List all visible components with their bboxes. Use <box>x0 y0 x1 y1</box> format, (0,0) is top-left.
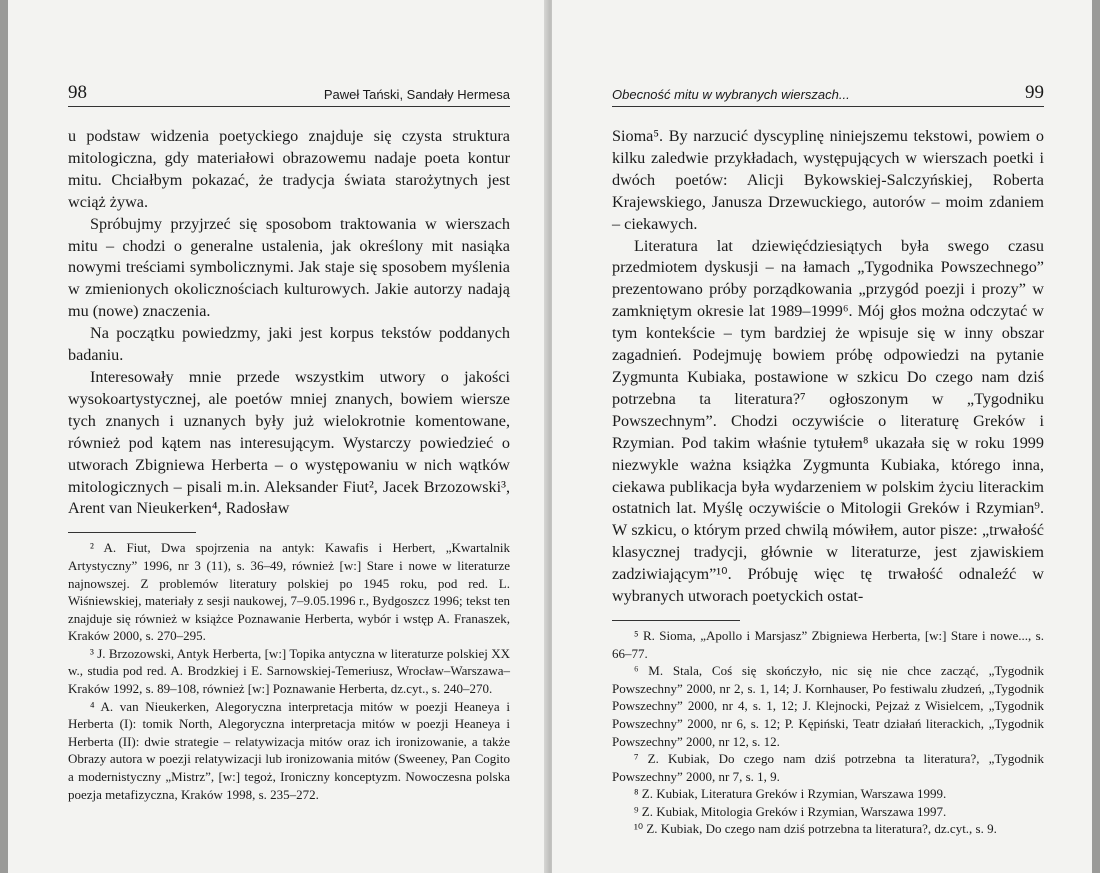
footnote: ² A. Fiut, Dwa spojrzenia na antyk: Kawafis i Herbert, „Kwartalnik Artystyczny” 1996, nr 3 (11), s. 36–49, również [w:] Stare i nowe w literaturze najnowszej. Z problemów literatury polskiej po 1945 roku, pod red. L. Wiśniewskiej, materiały z sesji naukowej, 7–9.05.1996 r., Bydgoszcz 1996; tekst ten znajduje się również w książce Poznawanie Herberta, wybór i wstęp A. Franaszek, Kraków 2000, s. 270–295. <box>68 540 510 644</box>
running-head-title: Obecność mitu w wybranych wierszach... <box>612 87 850 102</box>
left-running-head <box>68 82 510 107</box>
footnote: ⁵ R. Sioma, „Apollo i Marsjasz” Zbigniewa Herberta, [w:] Stare i nowe..., s. 66–77. <box>612 627 1044 661</box>
paragraph: Sioma⁵. By narzucić dyscyplinę niniejszemu tekstowi, powiem o kilku zaledwie przykładach, występujących w wierszach poetki i dwóch poetów: Alicji Bykowskiej-Salczyńskiej, Roberta Krajewskiego, Janusza Drzewuckiego, autorów – moim zdaniem – ciekawych. <box>612 127 1044 233</box>
left-page <box>8 0 548 873</box>
footnote: ⁶ M. Stala, Coś się skończyło, nic się nie chce zacząć, „Tygodnik Powszechny” 2000, nr 2, s. 1, 14; J. Kornhauser, Po festiwalu złudzeń, „Tygodnik Powszechny” 2000, nr 4, s. 1, 12; J. Klejnocki, Pejzaż z Wisielcem, „Tygodnik Powszechny” 2000, nr 6, s. 12; P. Kępiński, Teatr działań literackich, „Tygodnik Powszechny” 2000, nr 12, s. 12. <box>612 663 1044 749</box>
footnote: ⁸ Z. Kubiak, Literatura Greków i Rzymian, Warszawa 1999. <box>634 786 947 802</box>
paragraph: Spróbujmy przyjrzeć się sposobom traktowania w wierszach mitu – chodzi o generalne ustalenia, jak określony mit nasiąka nowymi treściami symbolicznymi. Jak staje się sposobem myślenia w zmienionych okolicznościach kulturowych. Jakie autorzy nadają mu (nowe) znaczenia. <box>68 214 510 321</box>
left-body-text <box>68 126 510 803</box>
paragraph: Interesowały mnie przede wszystkim utwory o jakości wysokoartystycznej, ale poetów mniej znanych, bowiem wiersze tych znanych i uznanych były już wielokrotnie komentowane, również pod kątem nas interesującym. Wystarczy powiedzieć o utworach Zbigniewa Herberta – o występowaniu w nich wątków mitologicznych – pisali m.in. Aleksander Fiut², Jacek Brzozowski³, Arent van Nieukerken⁴, Radosław <box>68 367 510 518</box>
footnote: ³ J. Brzozowski, Antyk Herberta, [w:] Topika antyczna w literaturze polskiej XX w., studia pod red. A. Brodzkiej i E. Sarnowskiej-Temeriusz, Wrocław–Warszawa–Kraków 1992, s. 89–108, również [w:] Poznawanie Herberta, dz.cyt., s. 240–270. <box>68 645 510 697</box>
footnote-rule <box>612 620 740 621</box>
paragraph: Na początku powiedzmy, jaki jest korpus tekstów poddanych badaniu. <box>68 324 510 365</box>
footnote: ⁷ Z. Kubiak, Do czego nam dziś potrzebna ta literatura?, „Tygodnik Powszechny” 2000, nr 7, s. 1, 9. <box>612 751 1044 784</box>
paragraph: u podstaw widzenia poetyckiego znajduje się czysta struktura mitologiczna, gdy materiałowi obrazowemu nadaje poeta kontur mitu. Chciałbym pokazać, że tradycja świata starożytnych jest wciąż żywa. <box>68 127 510 211</box>
page-number: 98 <box>68 82 87 103</box>
footnote-rule <box>68 532 196 533</box>
footnote: ⁹ Z. Kubiak, Mitologia Greków i Rzymian, Warszawa 1997. <box>634 803 947 819</box>
right-page <box>552 0 1092 873</box>
footnote: ¹⁰ Z. Kubiak, Do czego nam dziś potrzebna ta literatura?, dz.cyt., s. 9. <box>634 821 997 837</box>
page-number: 99 <box>1025 82 1044 103</box>
running-head-title: Paweł Tański, Sandały Hermesa <box>323 87 510 102</box>
paragraph: Literatura lat dziewięćdziesiątych była swego czasu przedmiotem dyskusji – na łamach „Tygodnika Powszechnego” prezentowano próby porządkowania „przygód poezji i prozy” w zamkniętym okresie lat 1989–1999⁶. Mój głos można odczytać w tym kontekście – tym bardziej że wpisuje się w inny obszar zagadnień. Podejmuję bowiem próbę odpowiedzi na pytanie Zygmunta Kubiaka, postawione w szkicu Do czego nam dziś potrzebna ta literatura?⁷ ogłoszonym w „Tygodniku Powszechnym”. Chodzi oczywiście o literaturę Greków i Rzymian. Pod takim właśnie tytułem⁸ ukazała się w roku 1999 niezwykle ważna książka Zygmunta Kubiaka, którego inna, ciekawa publikacja była wydarzeniem w polskim życiu literackim ostatnich lat. Myślę oczywiście o Mitologii Greków i Rzymian⁹. W szkicu, o którym przed chwilą mówiłem, autor pisze: „trwałość klasycznej tradycji, głównie w literaturze, jest zjawiskiem zadziwiającym”¹⁰. Próbuję więc tę trwałość odnaleźć w wybranych utworach poetyckich ostat- <box>612 236 1044 606</box>
right-page-edge <box>1092 0 1100 873</box>
right-body-text <box>612 126 1044 838</box>
right-running-head <box>612 82 1044 107</box>
left-page-edge <box>0 0 8 873</box>
footnote: ⁴ A. van Nieukerken, Alegoryczna interpretacja mitów w poezji Heaneya i Herberta (I): tomik North, Alegoryczna interpretacja mitów w poezji Heaneya i Herberta (II): dwie strategie – relatywizacja mitów oraz ich ironizowanie, a także Obrazy autora w poezji relatywizacji lub ironizowania mitów (Sweeney, Pan Cogito a modernistyczny „Mistrz”, [w:] tegoż, Ironiczny konceptyzm. Nowoczesna polska poezja metafizyczna, Kraków 1998, s. 235–272. <box>68 698 510 802</box>
